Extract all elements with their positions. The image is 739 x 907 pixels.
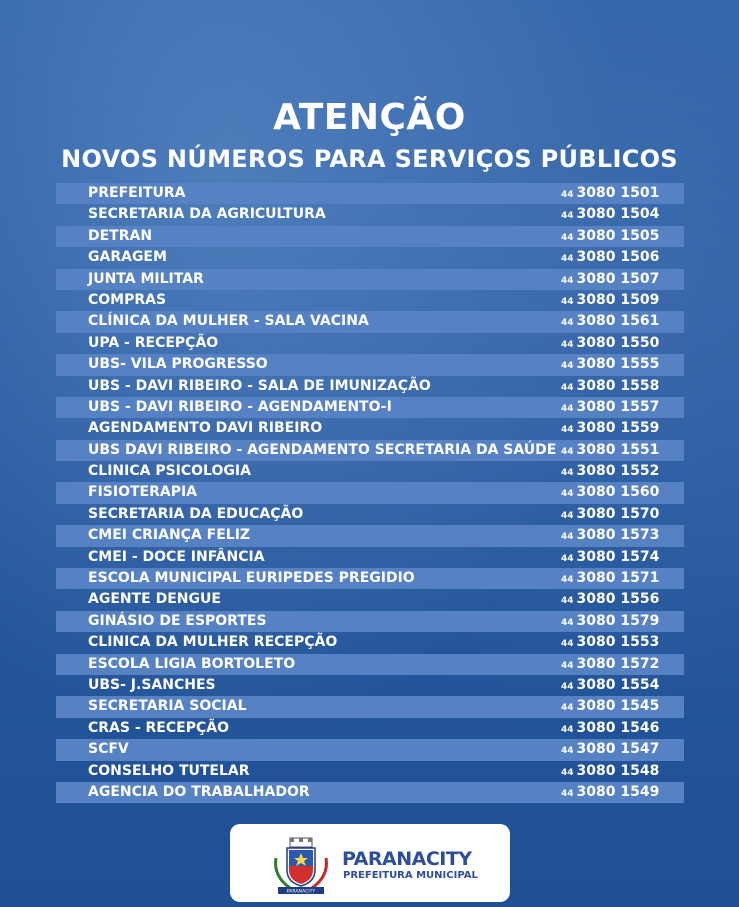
phone-number: 3080 1551 — [576, 441, 660, 458]
service-row — [56, 632, 684, 653]
phone-number: 3080 1552 — [576, 463, 660, 480]
service-list — [56, 183, 684, 803]
service-name: COMPRAS — [88, 291, 167, 308]
service-row — [56, 718, 684, 739]
service-row — [56, 589, 684, 610]
phone-number: 3080 1546 — [576, 719, 660, 736]
service-name: GINÁSIO DE ESPORTES — [88, 612, 267, 629]
service-phone — [561, 461, 659, 484]
service-row — [56, 290, 684, 311]
service-name: FISIOTERAPIA — [88, 484, 197, 501]
city-logo — [230, 824, 510, 902]
service-name: UBS- J.SANCHES — [88, 676, 216, 693]
service-row — [56, 525, 684, 546]
service-name: AGENTE DENGUE — [88, 591, 221, 608]
service-phone — [561, 440, 659, 463]
service-name: UPA - RECEPÇÃO — [88, 334, 219, 351]
service-name: JUNTA MILITAR — [88, 270, 204, 287]
area-code: 44 — [561, 639, 574, 650]
service-row — [56, 654, 684, 675]
area-code: 44 — [561, 446, 574, 457]
service-phone — [561, 696, 659, 719]
service-phone — [561, 333, 659, 356]
area-code: 44 — [561, 275, 574, 286]
area-code: 44 — [561, 703, 574, 714]
phone-number: 3080 1571 — [576, 570, 660, 587]
area-code: 44 — [561, 767, 574, 778]
service-row — [56, 739, 684, 760]
service-row — [56, 568, 684, 589]
phone-number: 3080 1505 — [576, 227, 660, 244]
government-name: PREFEITURA MUNICIPAL — [343, 870, 478, 881]
service-name: CMEI - DOCE INFÂNCIA — [88, 548, 265, 565]
phone-number: 3080 1507 — [576, 270, 660, 287]
phone-number: 3080 1545 — [576, 698, 660, 715]
service-row — [56, 611, 684, 632]
service-phone — [561, 782, 659, 805]
area-code: 44 — [561, 254, 574, 265]
service-phone — [561, 654, 659, 677]
area-code: 44 — [561, 190, 574, 200]
service-phone — [561, 568, 659, 591]
phone-number: 3080 1559 — [576, 420, 660, 437]
service-row — [56, 183, 684, 204]
phone-number: 3080 1574 — [576, 548, 660, 565]
service-phone — [561, 397, 659, 420]
service-row — [56, 440, 684, 461]
service-row — [56, 547, 684, 568]
phone-number: 3080 1555 — [576, 356, 660, 373]
service-name: DETRAN — [88, 227, 153, 244]
area-code: 44 — [561, 746, 574, 757]
area-code: 44 — [561, 296, 574, 307]
area-code: 44 — [561, 211, 574, 222]
service-row — [56, 461, 684, 482]
service-row — [56, 354, 684, 375]
phone-number: 3080 1572 — [576, 655, 660, 672]
service-row — [56, 418, 684, 439]
service-name: SCFV — [88, 741, 129, 758]
service-name: CLÍNICA DA MULHER - SALA VACINA — [88, 313, 369, 330]
service-row — [56, 504, 684, 525]
service-row — [56, 397, 684, 418]
service-phone — [561, 311, 659, 334]
service-row — [56, 376, 684, 397]
service-name: CLINICA DA MULHER RECEPÇÃO — [88, 634, 338, 651]
service-name: CONSELHO TUTELAR — [88, 762, 250, 779]
service-name: AGENDAMENTO DAVI RIBEIRO — [88, 420, 323, 437]
area-code: 44 — [561, 318, 574, 329]
area-code: 44 — [561, 681, 574, 692]
service-phone — [561, 761, 659, 784]
service-name: CLINICA PSICOLOGIA — [88, 463, 251, 480]
area-code: 44 — [561, 532, 574, 543]
area-code: 44 — [561, 510, 574, 521]
area-code: 44 — [561, 660, 574, 671]
service-row — [56, 782, 684, 803]
service-name: PREFEITURA — [88, 185, 186, 201]
area-code: 44 — [561, 724, 574, 735]
service-row — [56, 761, 684, 782]
phone-number: 3080 1550 — [576, 334, 660, 351]
service-phone — [561, 718, 659, 741]
service-phone — [561, 354, 659, 377]
service-name: AGENCIA DO TRABALHADOR — [88, 783, 310, 800]
area-code: 44 — [561, 553, 574, 564]
service-row — [56, 311, 684, 332]
service-name: SECRETARIA DA AGRICULTURA — [88, 206, 326, 223]
service-name: UBS DAVI RIBEIRO - AGENDAMENTO SECRETARIA DA SAÚDE — [88, 441, 557, 458]
area-code: 44 — [561, 339, 574, 350]
service-phone — [561, 739, 659, 762]
phone-number: 3080 1547 — [576, 741, 660, 758]
service-phone — [561, 376, 659, 399]
service-row — [56, 269, 684, 290]
service-name: GARAGEM — [88, 249, 167, 266]
area-code: 44 — [561, 425, 574, 436]
service-name: ESCOLA LIGIA BORTOLETO — [88, 655, 296, 672]
service-phone — [561, 675, 659, 698]
area-code: 44 — [561, 617, 574, 628]
service-phone — [561, 418, 659, 441]
service-phone — [561, 504, 659, 527]
service-phone — [561, 525, 659, 548]
phone-number: 3080 1501 — [576, 185, 660, 201]
service-row — [56, 482, 684, 503]
phone-number: 3080 1506 — [576, 249, 660, 266]
service-phone — [561, 247, 659, 270]
service-phone — [561, 183, 659, 206]
area-code: 44 — [561, 403, 574, 414]
service-name: ESCOLA MUNICIPAL EURIPEDES PREGIDIO — [88, 570, 415, 587]
service-name: UBS - DAVI RIBEIRO - SALA DE IMUNIZAÇÃO — [88, 377, 431, 394]
service-row — [56, 204, 684, 225]
phone-number: 3080 1549 — [576, 783, 660, 800]
service-phone — [561, 204, 659, 227]
service-phone — [561, 589, 659, 612]
phone-number: 3080 1509 — [576, 291, 660, 308]
phone-number: 3080 1561 — [576, 313, 660, 330]
service-phone — [561, 547, 659, 570]
phone-number: 3080 1548 — [576, 762, 660, 779]
area-code: 44 — [561, 468, 574, 479]
page-subtitle: NOVOS NÚMEROS PARA SERVIÇOS PÚBLICOS — [61, 145, 678, 173]
area-code: 44 — [561, 788, 574, 799]
service-row — [56, 226, 684, 247]
area-code: 44 — [561, 382, 574, 393]
area-code: 44 — [561, 575, 574, 586]
service-name: SECRETARIA SOCIAL — [88, 698, 247, 715]
phone-number: 3080 1554 — [576, 676, 660, 693]
service-name: CMEI CRIANÇA FELIZ — [88, 527, 251, 544]
service-name: UBS- VILA PROGRESSO — [88, 356, 268, 373]
area-code: 44 — [561, 361, 574, 372]
service-phone — [561, 290, 659, 313]
phone-number: 3080 1570 — [576, 505, 660, 522]
phone-number: 3080 1504 — [576, 206, 660, 223]
phone-number: 3080 1557 — [576, 398, 660, 415]
phone-number: 3080 1560 — [576, 484, 660, 501]
service-row — [56, 247, 684, 268]
service-phone — [561, 611, 659, 634]
area-code: 44 — [561, 489, 574, 500]
service-phone — [561, 269, 659, 292]
service-row — [56, 696, 684, 717]
service-phone — [561, 632, 659, 655]
service-name: SECRETARIA DA EDUCAÇÃO — [88, 505, 304, 522]
phone-number: 3080 1573 — [576, 527, 660, 544]
crest-label: PARANACITY — [286, 889, 316, 895]
city-name: PARANACITY — [342, 848, 472, 870]
service-row — [56, 675, 684, 696]
service-phone — [561, 226, 659, 249]
area-code: 44 — [561, 596, 574, 607]
coat-of-arms-icon — [270, 836, 332, 896]
phone-number: 3080 1579 — [576, 612, 660, 629]
area-code: 44 — [561, 232, 574, 243]
service-row — [56, 333, 684, 354]
phone-number: 3080 1553 — [576, 634, 660, 651]
page-title: ATENÇÃO — [273, 97, 466, 138]
service-phone — [561, 482, 659, 505]
service-name: CRAS - RECEPÇÃO — [88, 719, 229, 736]
phone-number: 3080 1558 — [576, 377, 660, 394]
phone-number: 3080 1556 — [576, 591, 660, 608]
service-name: UBS - DAVI RIBEIRO - AGENDAMENTO-I — [88, 398, 392, 415]
